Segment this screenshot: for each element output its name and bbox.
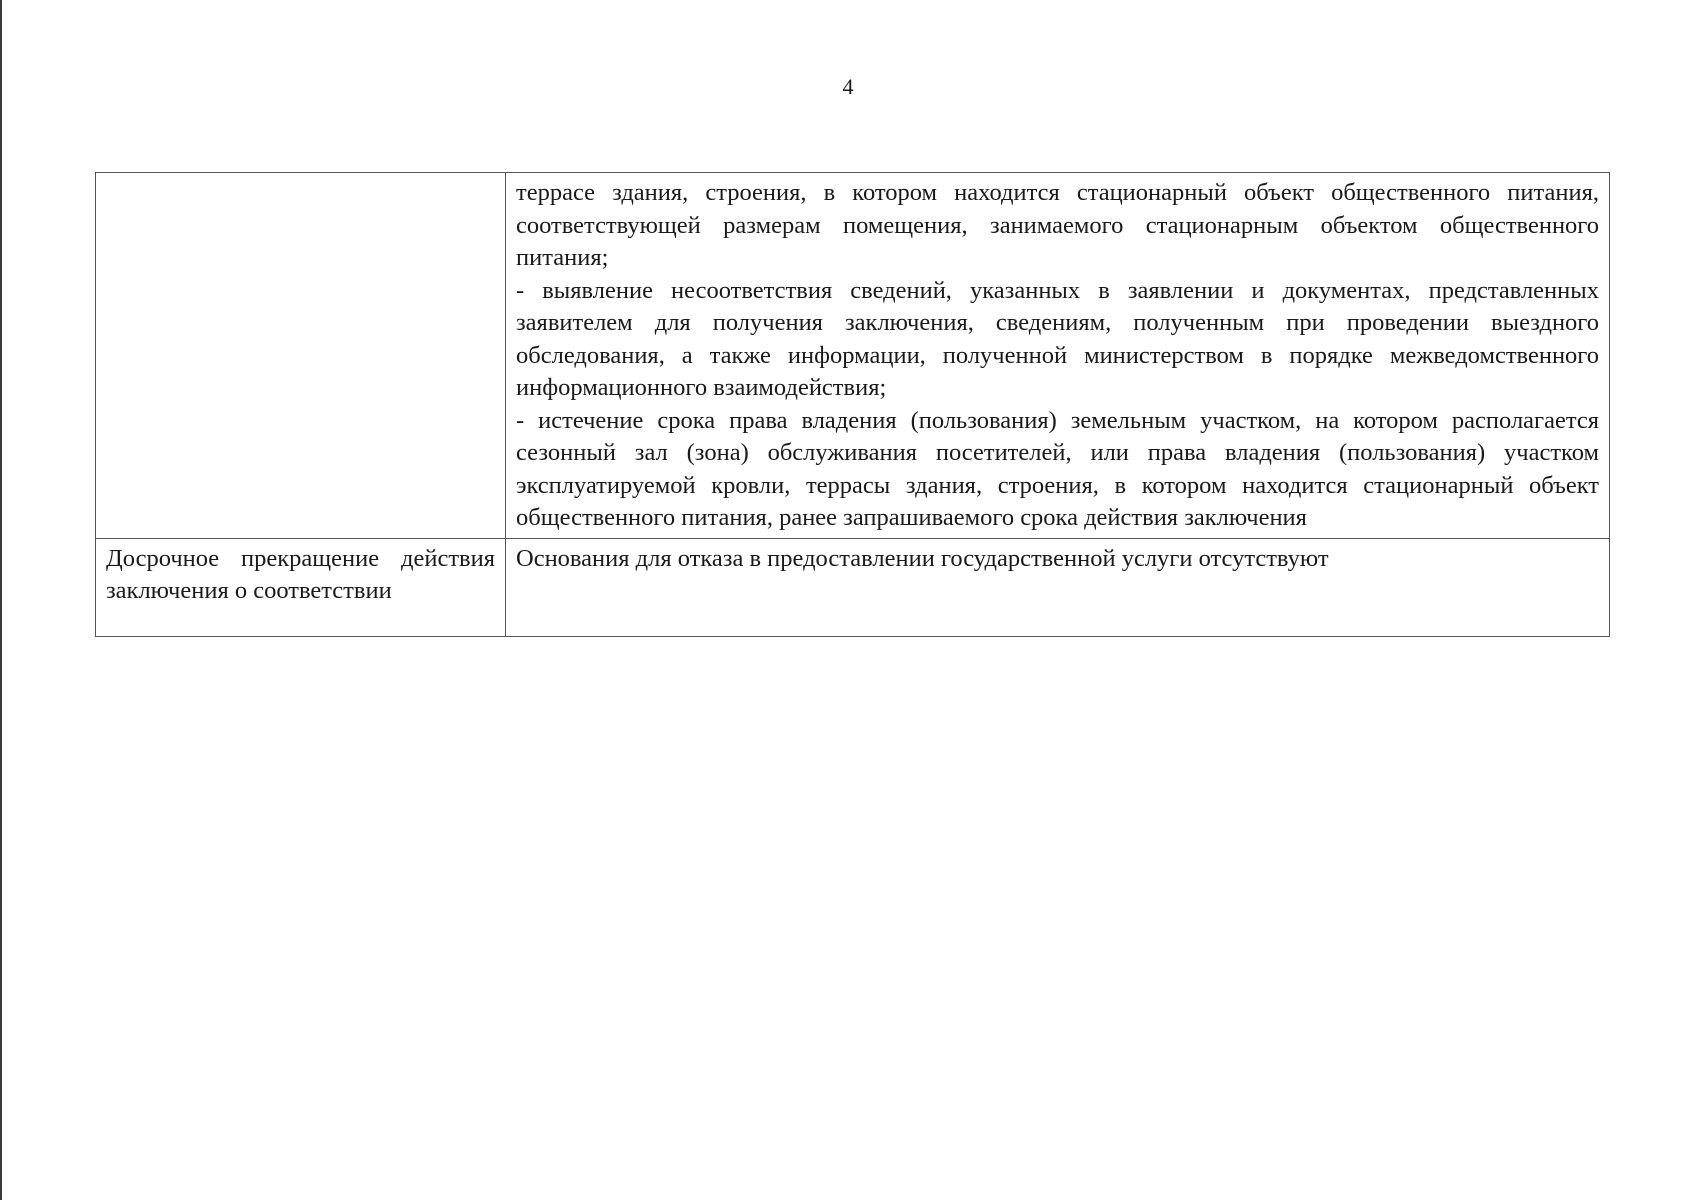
scan-edge-line	[0, 0, 2, 1200]
list-item-expiry: - истечение срока права владения (пользования) земельным участком, на котором располагается сезонный зал (зона) обслуживания посетителей, или права владения (пользования) участком эксплуатируемой кровли, террасы здания, строения, в котором находится стационарный объект общественного питания, ранее запрашиваемого срока действия заключения	[516, 406, 1599, 531]
table-cell-left-empty	[96, 173, 506, 539]
list-item-mismatch: - выявление несоответствия сведений, указанных в заявлении и документах, представленных заявителем для получения заключения, сведениям, полученным при проведении выездного обследования, а также информации, полученной министерством в порядке межведомственного информационного взаимодействия;	[516, 276, 1599, 401]
table-cell-termination-label: Досрочное прекращение действия заключения о соответствии	[96, 538, 506, 636]
table-row-continuation	[96, 173, 1610, 539]
table-row-termination	[96, 538, 1610, 636]
table-cell-grounds-list	[506, 173, 1610, 539]
grounds-table	[95, 172, 1610, 637]
page-number: 4	[842, 74, 854, 99]
table-cell-no-grounds: Основания для отказа в предоставлении государственной услуги отсутствуют	[506, 538, 1610, 636]
list-item-terrace: террасе здания, строения, в котором находится стационарный объект общественного питания, соответствующей размерам помещения, занимаемого стационарным объектом общественного питания;	[516, 179, 1599, 271]
